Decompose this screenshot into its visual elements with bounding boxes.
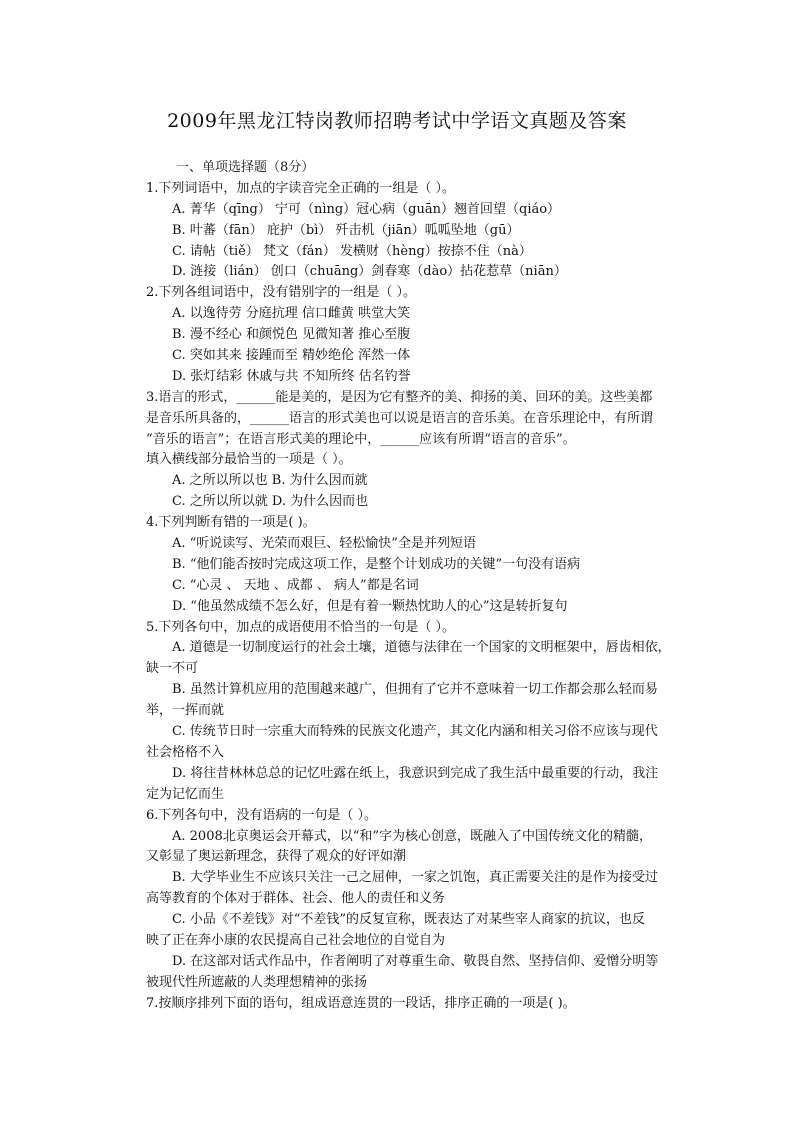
text-line: A. 2008北京奥运会开幕式，以“和”字为核心创意，既融入了中国传统文化的精髓， — [172, 828, 653, 844]
page-title: 2009年黑龙江特岗教师招聘考试中学语文真题及答案 — [167, 110, 627, 132]
text-line: C. 突如其来 接踵而至 精妙绝伦 浑然一体 — [172, 348, 411, 364]
text-line: B. 漫不经心 和颜悦色 见微知著 推心至腹 — [172, 327, 411, 343]
text-line: 又彰显了奥运新理念，获得了观众的好评如潮 — [146, 849, 407, 865]
exam-content — [146, 158, 681, 1015]
text-line: D. 涟接（lián） 创口（chuāng）剑春寒（dào）拈花惹草（niān） — [172, 264, 567, 280]
text-line: A. 道德是一切制度运行的社会土壤，道德与法律在一个国家的文明框架中，唇齿相依， — [172, 640, 671, 656]
text-line: C. 传统节日时一宗重大而特殊的民族文化遗产，其文化内涵和相关习俗不应该与现代 — [172, 724, 658, 740]
text-line: 一、单项选择题（8分） — [176, 160, 315, 175]
text-line: 3.语言的形式，______能是美的，是因为它有整齐的美、抑扬的美、回环的美。这些美都 — [146, 389, 653, 405]
text-line: “音乐的语言”；在语言形式美的理论中，______应该有所谓“语言的音乐”。 — [146, 431, 576, 447]
text-line: 社会格格不入 — [146, 744, 225, 760]
text-line: 被现代性所遮蔽的人类理想精神的张扬 — [146, 974, 368, 990]
text-line: C. 小品《不差钱》对“不差钱”的反复宣称，既表达了对某些宰人商家的抗议，也反 — [172, 912, 646, 928]
text-line: 高等教育的个体对于群体、社会、他人的责任和义务 — [146, 891, 446, 907]
text-line: 定为记忆而生 — [146, 786, 225, 802]
text-line: C. 请帖（tiě） 梵文（fán） 发横财（hèng）按捺不住（nà） — [172, 243, 532, 259]
text-line: A. 菁华（qīng） 宁可（nìng）冠心病（guān）翘首回望（qiáo） — [172, 201, 561, 217]
text-line: D. 张灯结彩 休戚与共 不知所终 估名钓誉 — [172, 368, 411, 384]
text-line: 缺一不可 — [146, 661, 199, 677]
text-line: B. 叶蕃（fān） 庇护（bì） 歼击机（jiān）呱呱坠地（gū） — [172, 222, 520, 238]
text-line: 2.下列各组词语中，没有错别字的一组是（ ）。 — [146, 285, 417, 301]
text-line: B. 大学毕业生不应该只关注一己之屈伸，一家之饥饱，真正需要关注的是作为接受过 — [172, 870, 658, 886]
text-line: A. “听说读写、光荣而艰巨、轻松愉快”全是并列短语 — [172, 536, 476, 552]
text-line: D. 将往昔林林总总的记忆吐露在纸上，我意识到完成了我生活中最重要的行动，我注 — [172, 765, 659, 781]
text-line: C. 之所以所以就 D. 为什么因而也 — [172, 494, 369, 510]
text-line: 是音乐所具备的，______语言的形式美也可以说是语言的音乐美。在音乐理论中，有所谓 — [146, 410, 654, 426]
text-line: 1.下列词语中，加点的字读音完全正确的一组是（ ）。 — [146, 180, 456, 196]
text-line: B. 虽然计算机应用的范围越来越广，但拥有了它并不意味着一切工作都会那么轻而易 — [172, 682, 658, 698]
text-line: B. “他们能否按时完成这项工作，是整个计划成功的关键”一句没有语病 — [172, 556, 581, 572]
text-line: A. 之所以所以也 B. 为什么因而就 — [172, 473, 368, 489]
text-line: 5.下列各句中，加点的成语使用不恰当的一句是（ ）。 — [146, 619, 456, 635]
text-line: 7.按顺序排列下面的语句，组成语意连贯的一段话，排序正确的一项是( )。 — [146, 995, 576, 1011]
text-line: D. 在这部对话式作品中，作者阐明了对尊重生命、敬畏自然、坚持信仰、爱憎分明等 — [172, 953, 659, 969]
text-line: 举，一挥而就 — [146, 703, 225, 719]
text-line: 4.下列判断有错的一项是( )。 — [146, 515, 316, 531]
text-line: A. 以逸待劳 分庭抗理 信口雌黄 哄堂大笑 — [172, 306, 411, 322]
text-line: 填入横线部分最恰当的一项是（ ）。 — [146, 452, 352, 468]
text-line: 6.下列各句中，没有语病的一句是（ ）。 — [146, 807, 378, 823]
text-line: 映了正在奔小康的农民提高自己社会地位的自觉自为 — [146, 932, 446, 948]
text-line: D. “他虽然成绩不怎么好，但是有着一颗热忱助人的心”这是转折复句 — [172, 598, 568, 614]
text-line: C. “心灵 、 天地 、成都 、 病人”都是名词 — [172, 577, 419, 593]
